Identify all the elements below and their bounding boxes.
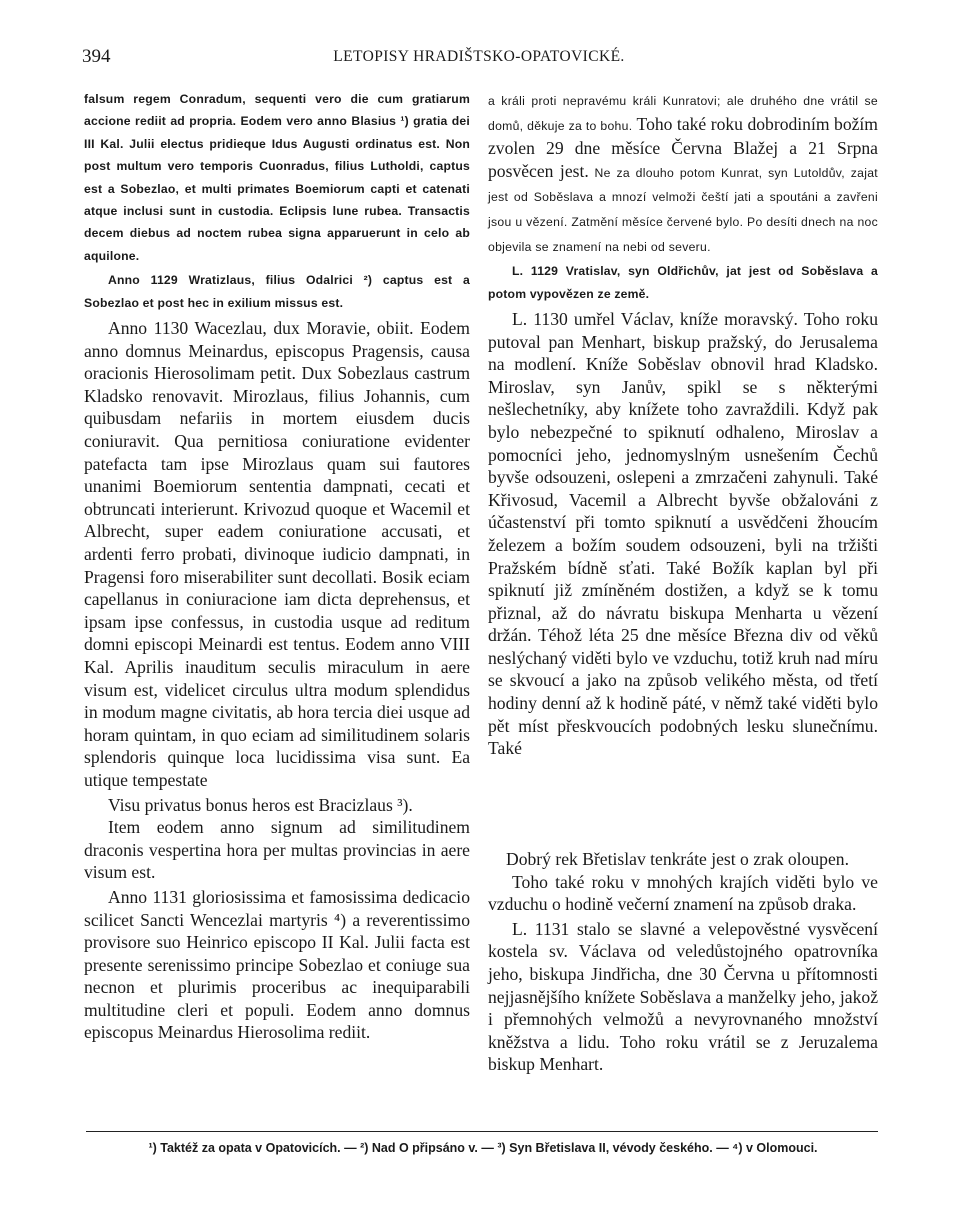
right-column-lower	[488, 848, 878, 1076]
czech-paragraph-1	[488, 88, 878, 258]
left-column	[84, 88, 470, 1044]
czech-paragraph-2: L. 1129 Vratislav, syn Oldřichův, jat jest od Soběslava a potom vypovězen ze země.	[488, 264, 878, 301]
czech-paragraph-1-large: Toho také roku dobrodiním božím zvolen 29 dne měsíce Června Blažej a 21 Srpna posvěcen jest.	[488, 113, 878, 181]
footnote-rule	[86, 1131, 878, 1132]
running-head: LETOPISY HRADIŠTSKO-OPATOVICKÉ.	[333, 48, 625, 65]
czech-paragraph-1-small-2: Ne za dlouho potom Kunrat, syn Lutoldův, zajat jest od Soběslava a mnozí velmoži čeští jati a spoutáni a zavřeni jsou u vězení. Zatmění měsíce červené bylo. Po desíti dnech na noc objevila se znamení na nebi od severu.	[488, 165, 878, 254]
right-column	[488, 88, 878, 760]
czech-paragraph-1-small: a králi proti nepravému králi Kunratovi; ale druhého dne vrátil se domů, děkuje za to bohu.	[488, 94, 878, 133]
czech-verse: Dobrý rek Břetislav tenkráte jest o zrak oloupen.	[506, 849, 849, 869]
latin-paragraph-5: Anno 1131 gloriosissima et famosissima dedicacio scilicet Sancti Wencezlai martyris ⁴) a reverentissimo provisore suo Heinrico episcopo II Kal. Julii facta est presente serenissimo principe Sobezlao et coniuge sua necnon et plurimis proceribus ac inequiparabili multitudine cleri et populi. Eodem anno domnus episcopus Meinardus Hierosolima rediit.	[84, 886, 470, 1043]
latin-paragraph-3: Anno 1130 Wacezlau, dux Moravie, obiit. Eodem anno domnus Meinardus, episcopus Pragensis, causa oracionis Hierosolimam petit. Dux Sobezlaus castrum Kladsko renovavit. Mirozlaus, filius Johannis, cum quibusdam nefariis in mortem eiusdem ducis coniuravit. Qua pernitiosa coniuratione evidenter patefacta tam ipse Mirozlaus quam sui fautores unanimi Boemiorum sententia dampnati, cecati et obtruncati interierunt. Krivozud quoque et Wacemil et Albrecht, super eadem coniuratione accusati, et ardenti ferro probati, divinoque iudicio dampnati, in Pragensi foro miserabiliter sunt decollati. Bosik eciam capellanus in coniuracione iam dicta deprehensus, et ipsam ipse confessus, in custodia usque ad reditum domni episcopi Meinardi est tentus. Eodem anno VIII Kal. Aprilis inauditum seculis miraculum in aere visum est, videlicet circulus ultra modum splendidus in modum magne civitatis, ab hora tercia diei usque ad horam quintam, in quo eciam ad similitudinem solaris splendoris quinque loca lucidissima visa sunt. Ea utique tempestate	[84, 318, 470, 790]
latin-paragraph-2: Anno 1129 Wratizlaus, filius Odalrici ²) captus est a Sobezlao et post hec in exilium missus est.	[84, 273, 470, 310]
czech-paragraph-4: Toho také roku v mnohých krajích viděti bylo ve vzduchu o hodině večerní znamení na způsob draka.	[488, 871, 878, 915]
latin-verse: Visu privatus bonus heros est Bracizlaus ³).	[108, 794, 413, 815]
czech-paragraph-5: L. 1131 stalo se slavné a velepověstné vysvěcení kostela sv. Václava od veledůstojného opatrovníka jeho, biskupa Jindřicha, dne 30 Června u přítomnosti nejjasnějšího knížete Soběslava a manželky jeho, jakož i přemnohých velmožů a nevyrovnaného množství kněžstva a lidu. Toho roku vrátil se z Jeruzalema biskup Menhart.	[488, 918, 878, 1075]
page-header	[76, 46, 882, 76]
czech-paragraph-3: L. 1130 umřel Václav, kníže moravský. Toho roku putoval pan Menhart, biskup pražský, do Jerusalema na modlení. Kníže Soběslav obnovil hrad Kladsko. Miroslav, syn Janův, spikl se s některými nešlechetníky, aby knížete toho zavraždili. Když pak bylo nebezpečné to spiknutí odhaleno, Miroslav a pomocníci jeho, jednomyslným usnešením Čechů byvše odsouzeni, oslepeni a zmrzačeni zahynuli. Také Křivosud, Vacemil a Albrecht byvše obžalováni z účastenství při tomto spiknutí a usvědčeni žhoucím železem a božím soudem odsouzeni, byli na tržišti Pražském bídně sťati. Také Božík kaplan byl při spiknutí již zmíněném dostižen, a když se k tomu přiznal, až do návratu biskupa Menharta u vězení držán. Téhož léta 25 dne měsíce Března div od věků neslýchaný viděti bylo ve vzduchu, totiž kruh nad míru se skvoucí a jako na způsob velikého města, od třetí hodiny denní až k hodině páté, v němž také viděti bylo pět míst přeskvoucích podobných lesku slunečnímu. Také	[488, 308, 878, 759]
latin-paragraph-4: Item eodem anno signum ad similitudinem draconis vespertina hora per multas provincias in aere visum est.	[84, 817, 470, 883]
latin-paragraph-1: falsum regem Conradum, sequenti vero die cum gratiarum accione rediit ad propria. Eodem vero anno Blasius ¹) gratia dei III Kal. Julii electus pridieque Idus Augusti ordinatus est. Non post multum vero temporis Cuonradus, filius Lutholdi, captus est a Sobezlao, et multi primates Boemiorum capti et catenati atque inclusi sunt in custodia. Eclipsis lune rubea. Transactis decem diebus ad noctem rubea signa apparuerunt in celo ab aquilone.	[84, 92, 470, 263]
footnotes: ¹) Taktéž za opata v Opatovicích. — ²) Nad O připsáno v. — ³) Syn Břetislava II, vévody českého. — ⁴) v Olomouci.	[148, 1141, 818, 1155]
page-number: 394	[82, 46, 111, 67]
